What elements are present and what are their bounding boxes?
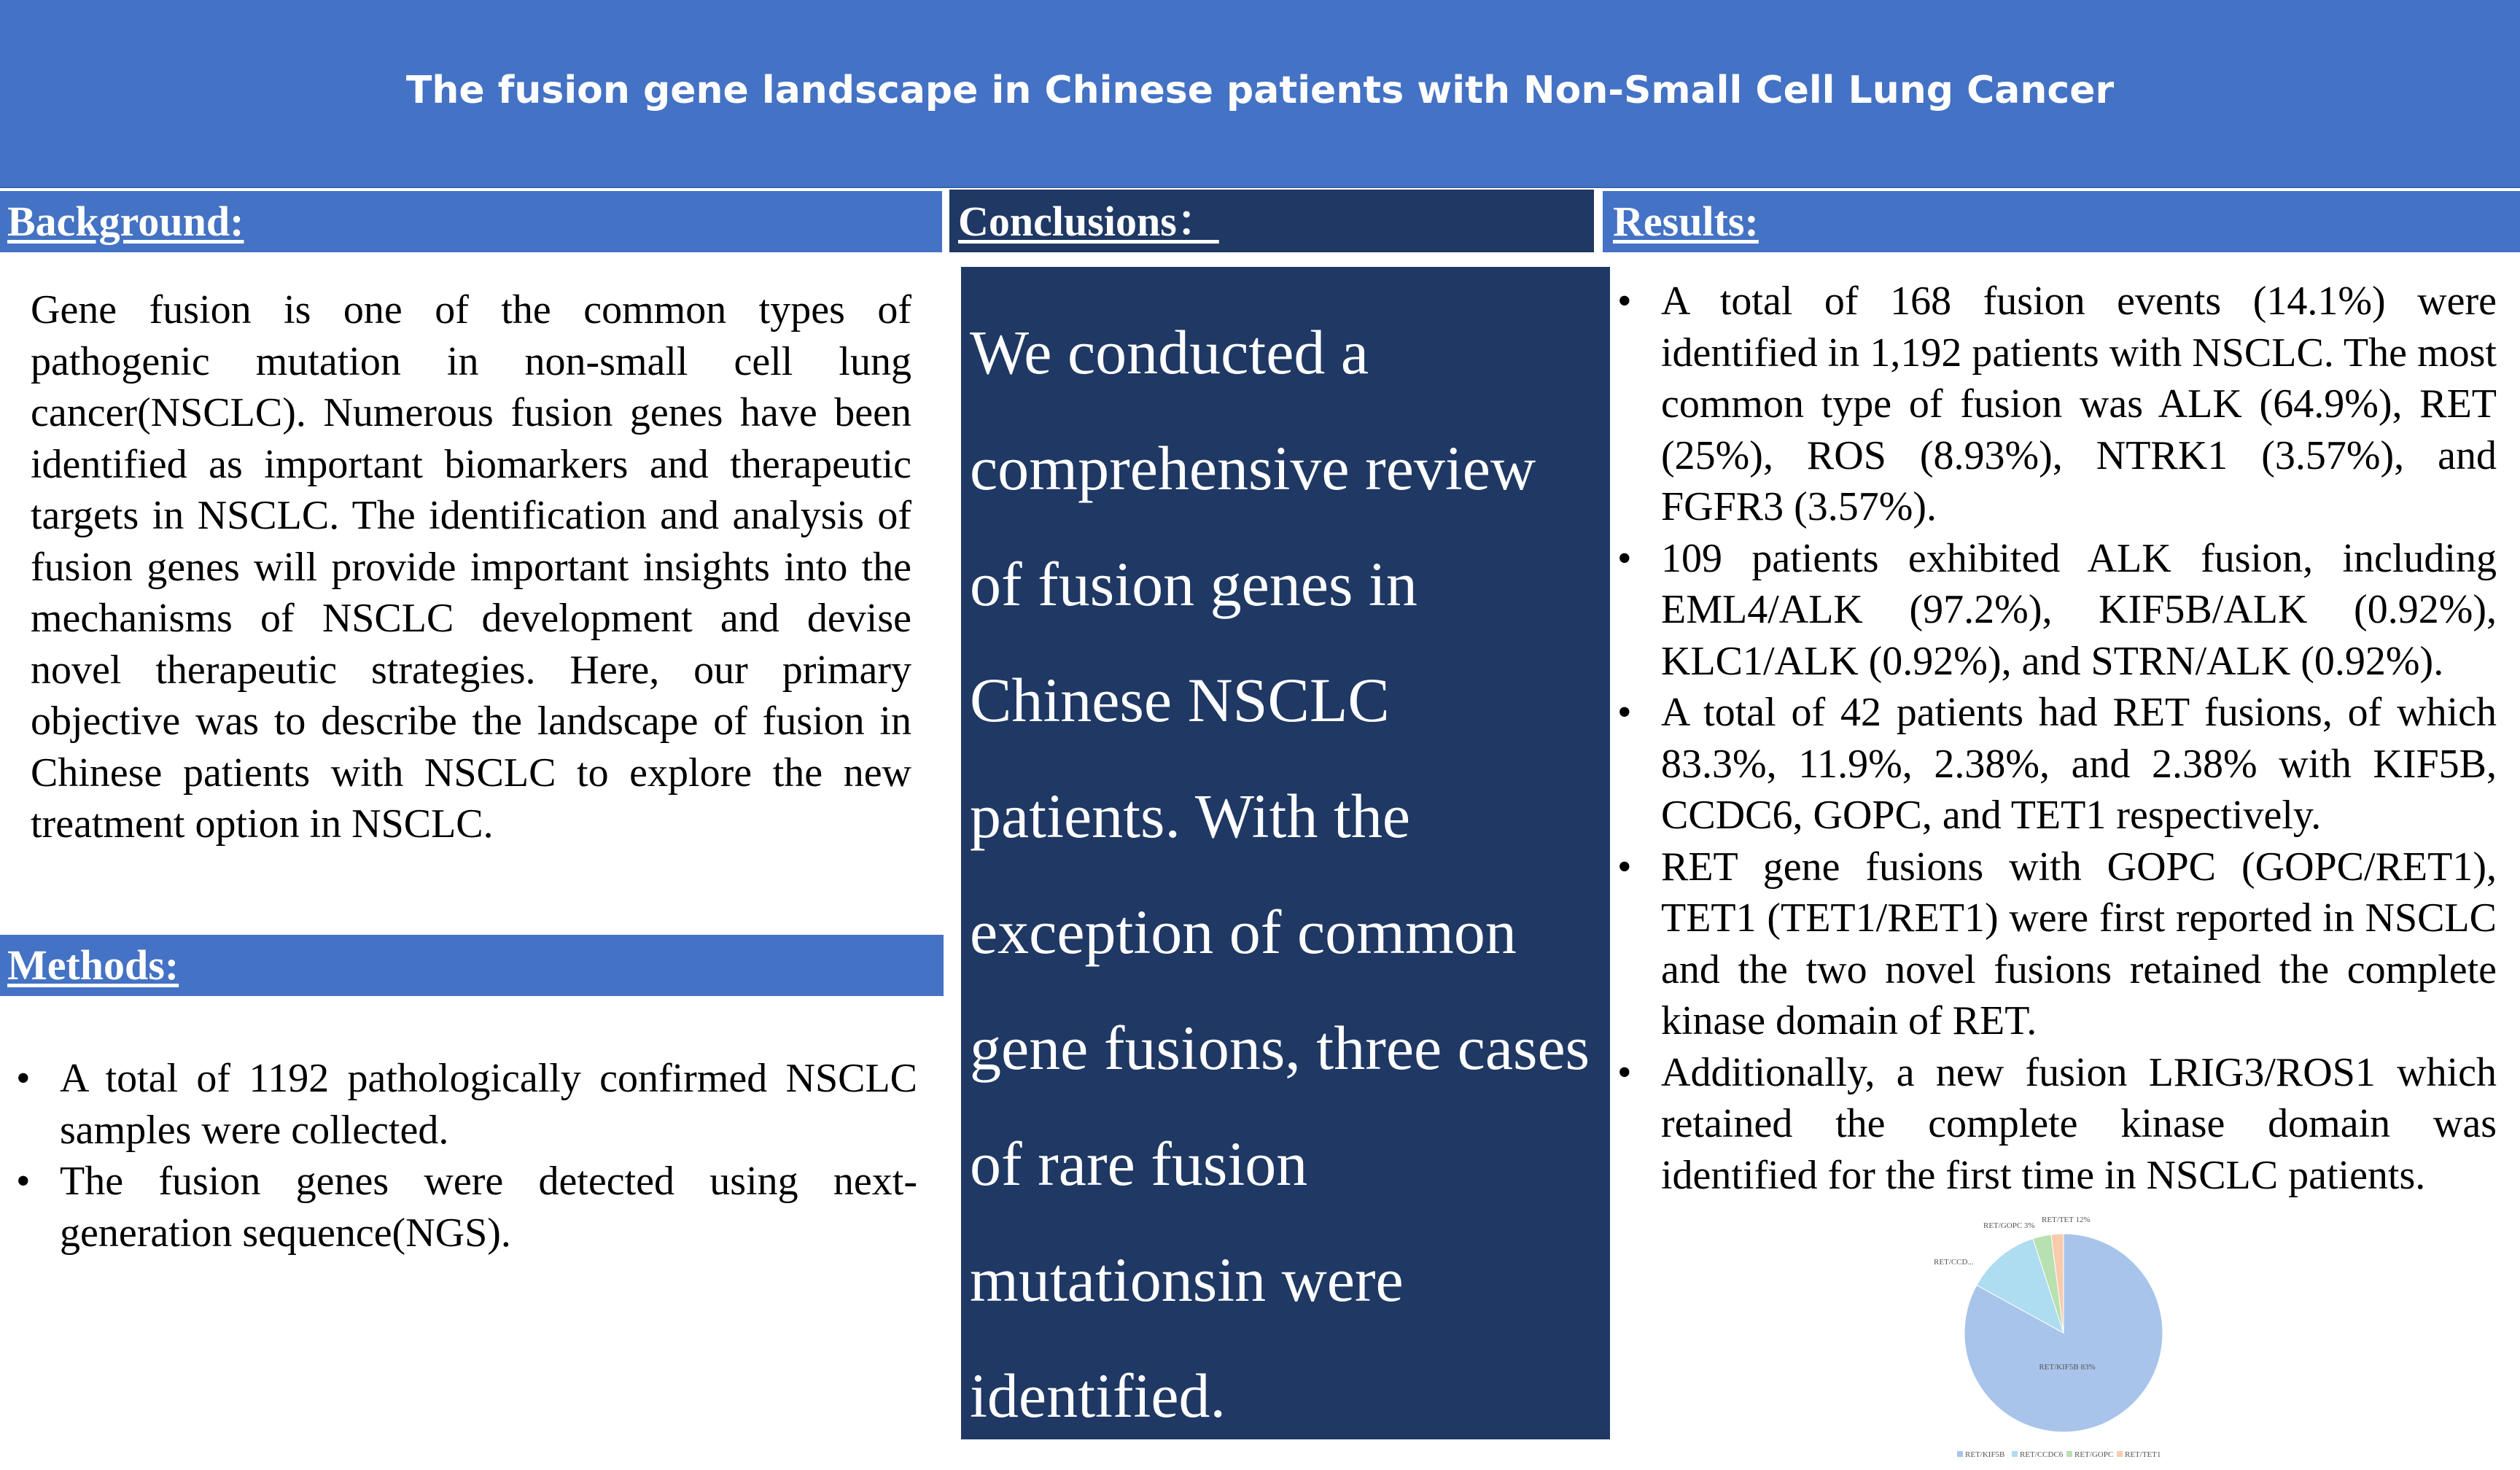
bullet: • (1617, 279, 1632, 324)
list-item: • RET gene fusions with GOPC (GOPC/RET1), TET1 (TET1/RET1) were first reported in NSCLC and the two novel fusions retained the complete kinase domain of RET. (1661, 841, 2497, 1047)
legend-swatch (2117, 1451, 2123, 1457)
legend-swatch (2012, 1451, 2018, 1457)
list-item: • A total of 42 patients had RET fusions, of which 83.3%, 11.9%, 2.38%, and 2.38% with KIF5B, CCDC6, GOPC, and TET1 respectively. (1661, 687, 2497, 841)
conclusions-heading: Conclusions： (949, 190, 1594, 252)
list-item: • A total of 168 fusion events (14.1%) were identified in 1,192 patients with NSCLC. The most common type of fusion was ALK (64.9%), RET (25%), ROS (8.93%), NTRK1 (3.57%), and FGFR3 (3.57%). (1661, 276, 2497, 533)
poster-title: The fusion gene landscape in Chinese patients with Non-Small Cell Lung Cancer (405, 69, 2115, 112)
bullet: • (16, 1056, 31, 1101)
list-item: • 109 patients exhibited ALK fusion, including EML4/ALK (97.2%), KIF5B/ALK (0.92%), KLC1/ALK (0.92%), and STRN/ALK (0.92%). (1661, 533, 2497, 688)
results-heading: Results: (1603, 191, 2520, 252)
results-list (1617, 276, 2497, 1201)
list-item: • A total of 1192 pathologically confirmed NSCLC samples were collected. (60, 1053, 917, 1156)
background-text (31, 284, 911, 850)
legend-label: RET/GOPC (2074, 1450, 2114, 1459)
legend-label: RET/TET1 (2125, 1450, 2161, 1459)
legend-label: RET/CCDC6 (2020, 1450, 2064, 1459)
legend-swatch (2066, 1451, 2072, 1457)
title-banner (0, 0, 2520, 188)
pie-data-label: RET/CCD... (1934, 1258, 1974, 1267)
legend-label: RET/KIF5B (1965, 1450, 2005, 1459)
conclusions-box (961, 267, 1610, 1439)
methods-heading: Methods: (0, 935, 944, 996)
list-item: • The fusion genes were detected using next-generation sequence(NGS). (60, 1156, 917, 1259)
background-heading: Background: (0, 191, 942, 252)
bullet: • (1617, 690, 1632, 735)
ret-fusion-pie-chart (1925, 1203, 2188, 1466)
bullet: • (1617, 535, 1632, 581)
pie-data-label: RET/TET 12% (2042, 1216, 2091, 1224)
bullet: • (16, 1159, 31, 1204)
pie-data-label: RET/GOPC 3% (1983, 1221, 2035, 1230)
bullet: • (1617, 1049, 1632, 1095)
pie-data-label: RET/KIF5B 83% (2039, 1363, 2096, 1372)
bullet: • (1617, 844, 1632, 890)
list-item: • Additionally, a new fusion LRIG3/ROS1 which retained the complete kinase domain was identified for the first time in NSCLC patients. (1661, 1047, 2497, 1202)
methods-list (16, 1053, 917, 1259)
column-divider (942, 191, 949, 252)
pie-svg (1925, 1203, 2188, 1466)
background-paragraph: Gene fusion is one of the common types of pathogenic mutation in non-small cell lung cancer(NSCLC). Numerous fusion genes have been identified as important biomarkers and therapeutic targets in NSCLC. The identification and analysis of fusion genes will provide important insights into the mechanisms of NSCLC development and devise novel therapeutic strategies. Here, our primary objective was to describe the landscape of fusion in Chinese patients with NSCLC to explore the new treatment option in NSCLC. (31, 287, 911, 847)
conclusions-text: We conducted a comprehensive review of fusion genes in Chinese NSCLC patients. With the exception of common gene fusions, three cases of rare fusion mutationsin were identified. (970, 317, 1590, 1431)
legend-swatch (1957, 1451, 1963, 1457)
